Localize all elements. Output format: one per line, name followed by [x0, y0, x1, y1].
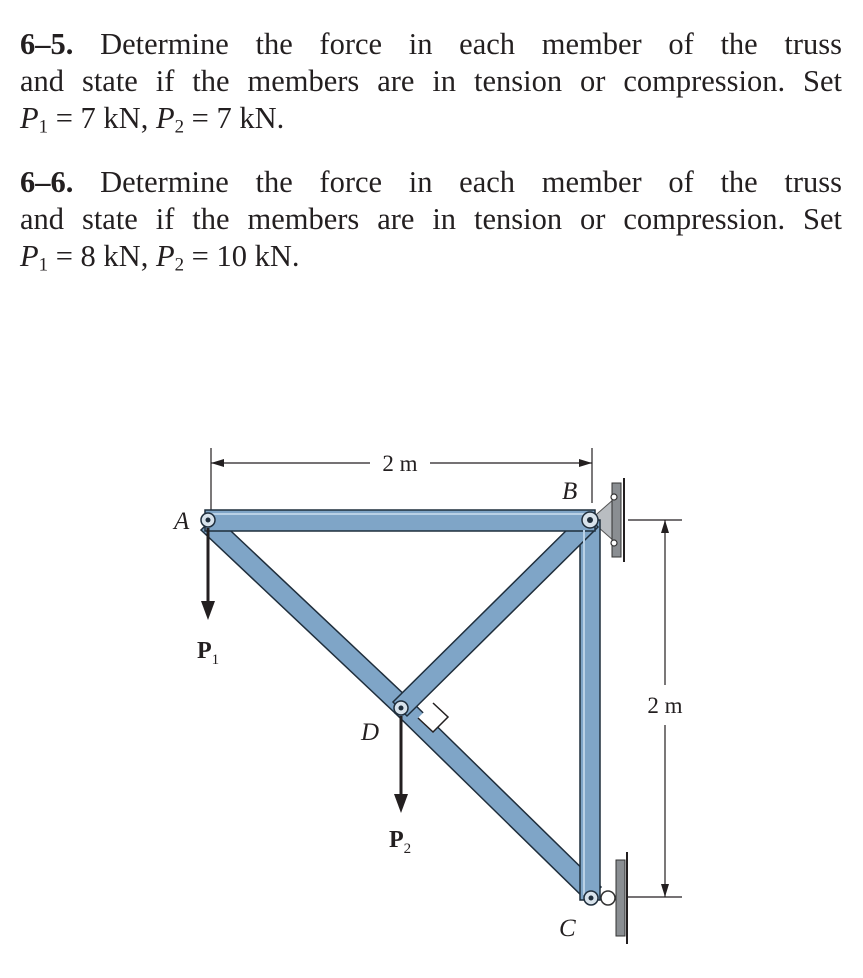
- load-value-p1: = 8 kN,: [55, 239, 149, 273]
- load-symbol-p2: P: [155, 239, 175, 273]
- load-p1: [197, 528, 219, 668]
- dimension-label-horizontal: 2 m: [382, 451, 418, 476]
- problem-text-line-1: Determine the force in each member of the truss: [100, 165, 843, 199]
- problem-number: 6–5.: [20, 27, 74, 61]
- load-subscript-2: 2: [174, 116, 185, 138]
- load-label-p2: P2: [389, 827, 412, 857]
- problem-number: 6–6.: [20, 165, 74, 199]
- load-value-p1: = 7 kN,: [55, 101, 149, 135]
- problem-text-line-1: Determine the force in each member of the truss: [100, 27, 843, 61]
- member-ad: [201, 516, 409, 713]
- dimension-label-vertical: 2 m: [647, 693, 683, 718]
- joint-label-a: A: [174, 508, 190, 535]
- problem-text-line-2: and state if the members are in tension or compression. Set: [20, 202, 842, 236]
- load-subscript-1: 1: [38, 254, 49, 276]
- load-symbol-p1: P: [20, 101, 39, 135]
- load-symbol-p2: P: [155, 101, 175, 135]
- member-db: [393, 513, 598, 716]
- dimension-horizontal: [211, 448, 592, 512]
- joint-label-d: D: [361, 719, 380, 746]
- roller-support-c: [601, 852, 627, 944]
- load-symbol-p1: P: [20, 239, 39, 273]
- load-value-p2: = 7 kN.: [191, 101, 285, 135]
- joint-label-b: B: [562, 478, 578, 505]
- load-subscript-2: 2: [174, 254, 185, 276]
- load-subscript-1: 1: [38, 116, 49, 138]
- member-dc: [395, 699, 601, 901]
- load-value-p2: = 10 kN.: [191, 239, 300, 273]
- dimension-vertical: [628, 520, 683, 897]
- problem-text-line-2: and state if the members are in tension or compression. Set: [20, 64, 842, 98]
- joint-label-c: C: [559, 915, 576, 942]
- load-p2: [389, 716, 411, 857]
- load-label-p1: P1: [197, 638, 220, 668]
